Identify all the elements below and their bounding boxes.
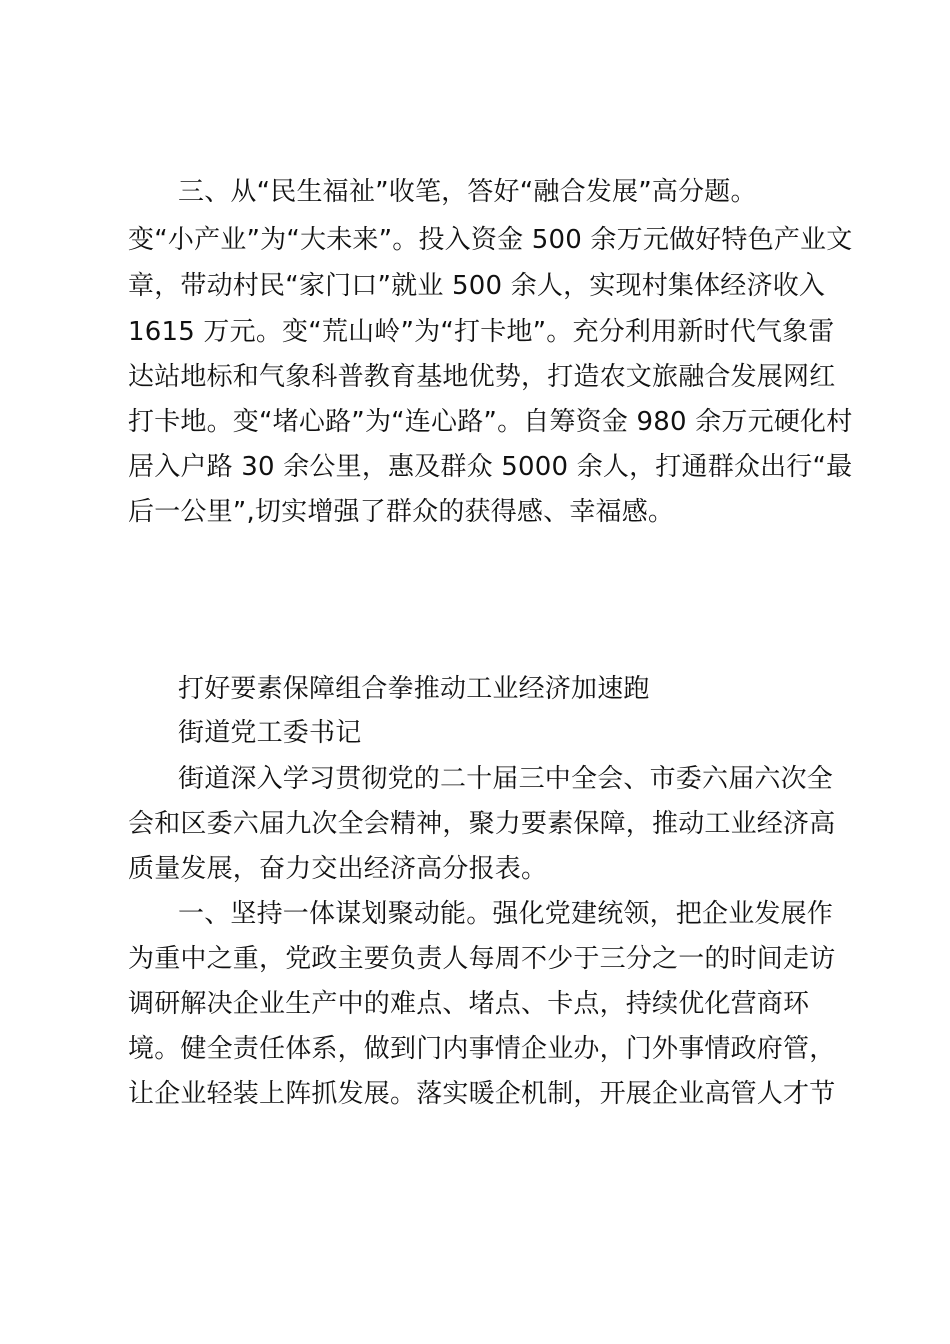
intro-line: 会和区委六届九次全会精神，聚力要素保障，推动工业经济高 [128,809,836,839]
paragraph-line: 1615 万元。变“荒山岭”为“打卡地”。充分利用新时代气象雷 [128,317,835,347]
paragraph-line: 达站地标和气象科普教育基地优势，打造农文旅融合发展网红 [128,362,836,392]
paragraph-line: 变“小产业”为“大未来”。投入资金 500 余万元做好特色产业文 [128,225,853,255]
paragraph-line: 打卡地。变“堵心路”为“连心路”。自筹资金 980 余万元硬化村 [128,407,853,437]
paragraph-line: 后一公里”,切实增强了群众的获得感、幸福感。 [128,497,675,527]
section-heading: 三、从“民生福祉”收笔，答好“融合发展”高分题。 [178,177,757,207]
point-line: 调研解决企业生产中的难点、堵点、卡点，持续优化营商环 [128,989,810,1019]
intro-line: 街道深入学习贯彻党的二十届三中全会、市委六届六次全 [178,764,834,794]
point-line: 一、坚持一体谋划聚动能。强化党建统领，把企业发展作 [178,899,834,929]
paragraph-line: 居入户路 30 余公里，惠及群众 5000 余人，打通群众出行“最 [128,452,853,482]
point-line: 境。健全责任体系，做到门内事情企业办，门外事情政府管， [128,1034,836,1064]
point-line: 让企业轻装上阵抓发展。落实暖企机制，开展企业高管人才节 [128,1079,836,1109]
point-line: 为重中之重，党政主要负责人每周不少于三分之一的时间走访 [128,944,836,974]
intro-line: 质量发展，奋力交出经济高分报表。 [128,854,548,884]
paragraph-line: 章，带动村民“家门口”就业 500 余人，实现村集体经济收入 [128,271,826,301]
article-author: 街道党工委书记 [178,718,362,748]
article-title: 打好要素保障组合拳推动工业经济加速跑 [178,674,650,704]
